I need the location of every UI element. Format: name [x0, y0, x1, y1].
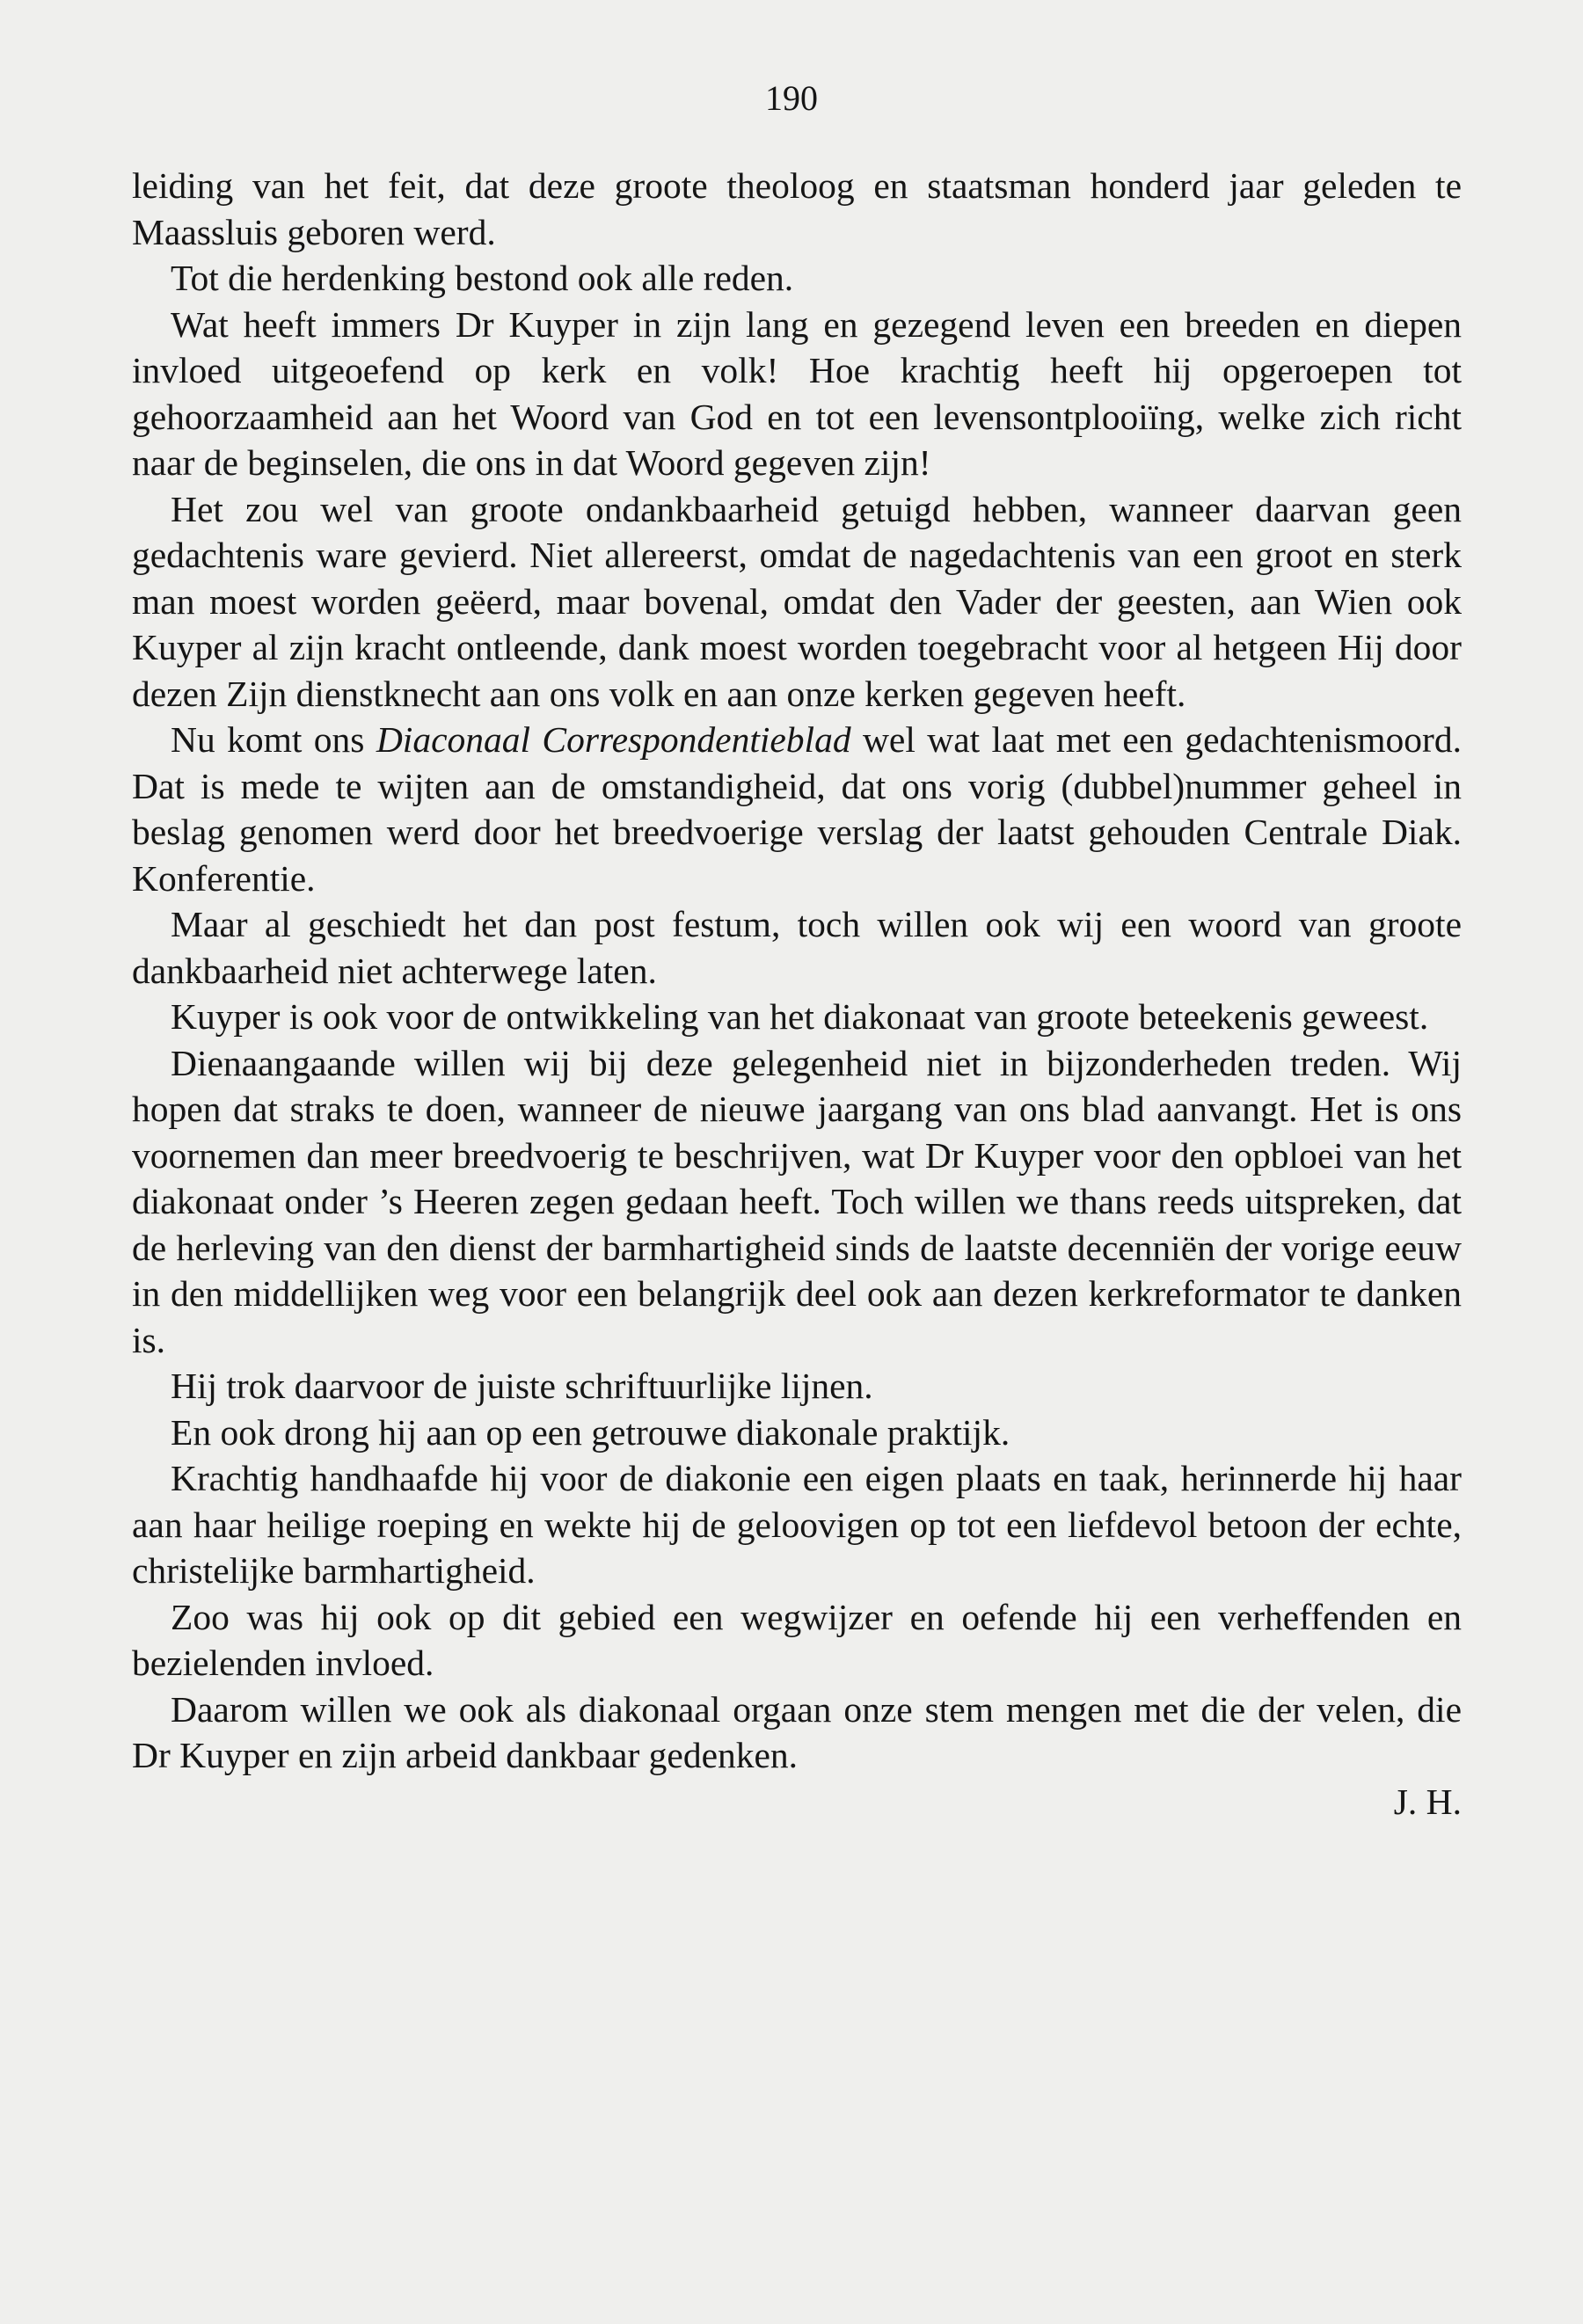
page-number: 190: [765, 78, 818, 118]
paragraph-text: wel wat laat met een gedachtenismoord. Dat is mede te wijten aan de omstandigheid, dat ons vorig (dubbel)nummer geheel in beslag genomen werd door het breedvoerige verslag der laatst gehouden Centrale Diak. Konferentie.: [132, 719, 1462, 899]
paragraph: Hij trok daarvoor de juiste schriftuurlijke lijnen.: [171, 1366, 873, 1406]
paragraph: Kuyper is ook voor de ontwikkeling van het diakonaat van groote beteekenis geweest.: [171, 996, 1429, 1037]
paragraph: leiding van het feit, dat deze groote theoloog en staatsman honderd jaar geleden te Maassluis geboren werd.: [132, 165, 1462, 252]
signature: J. H.: [1393, 1781, 1462, 1822]
article-body: [132, 163, 1462, 1825]
paragraph: Maar al geschiedt het dan post festum, toch willen ook wij een woord van groote dankbaarheid niet achterwege laten.: [132, 904, 1462, 991]
paragraph: Krachtig handhaafde hij voor de diakonie een eigen plaats en taak, herinnerde hij haar aan haar heilige roeping en wekte hij de geloovigen op tot een liefdevol betoon der echte, christelijke barmhartigheid.: [132, 1458, 1462, 1591]
paragraph: Wat heeft immers Dr Kuyper in zijn lang en gezegend leven een breeden en diepen invloed uitgeoefend op kerk en volk! Hoe krachtig heeft hij opgeroepen tot gehoorzaamheid aan het Woord van God en tot een levensontplooiïng, welke zich richt naar de beginselen, die ons in dat Woord gegeven zijn!: [132, 303, 1462, 483]
paragraph-nu-komt: [132, 717, 1462, 901]
paragraph: Tot die herdenking bestond ook alle reden.: [171, 258, 794, 298]
paragraph-text: Nu komt ons: [171, 719, 365, 760]
paragraph: Dienaangaande willen wij bij deze gelegenheid niet in bijzonderheden treden. Wij hopen dat straks te doen, wanneer de nieuwe jaargang van ons blad aanvangt. Het is ons voornemen dan meer breedvoerig te beschrijven, wat Dr Kuyper voor den opbloei van het diakonaat onder ’s Heeren zegen gedaan heeft. Toch willen we thans reeds uitspreken, dat de herleving van den dienst der barmhartigheid sinds de laatste decenniën der vorige eeuw in den middellijken weg voor een belangrijk deel ook aan dezen kerkreformator te danken is.: [132, 1042, 1462, 1360]
publication-title: Diaconaal Correspondentieblad: [376, 719, 851, 760]
paragraph: Zoo was hij ook op dit gebied een wegwijzer en oefende hij een verheffenden en bezielenden invloed.: [132, 1596, 1462, 1683]
paragraph: Het zou wel van groote ondankbaarheid getuigd hebben, wanneer daarvan geen gedachtenis ware gevierd. Niet allereerst, omdat de nagedachtenis van een groot en sterk man moest worden geëerd, maar bovenal, omdat den Vader der geesten, aan Wien ook Kuyper al zijn kracht ontleende, dank moest worden toegebracht voor al hetgeen Hij door dezen Zijn dienstknecht aan ons volk en aan onze kerken gegeven heeft.: [132, 488, 1462, 714]
paragraph: Daarom willen we ook als diakonaal orgaan onze stem mengen met die der velen, die Dr Kuyper en zijn arbeid dankbaar gedenken.: [132, 1688, 1462, 1775]
paragraph: En ook drong hij aan op een getrouwe diakonale praktijk.: [171, 1411, 1010, 1453]
